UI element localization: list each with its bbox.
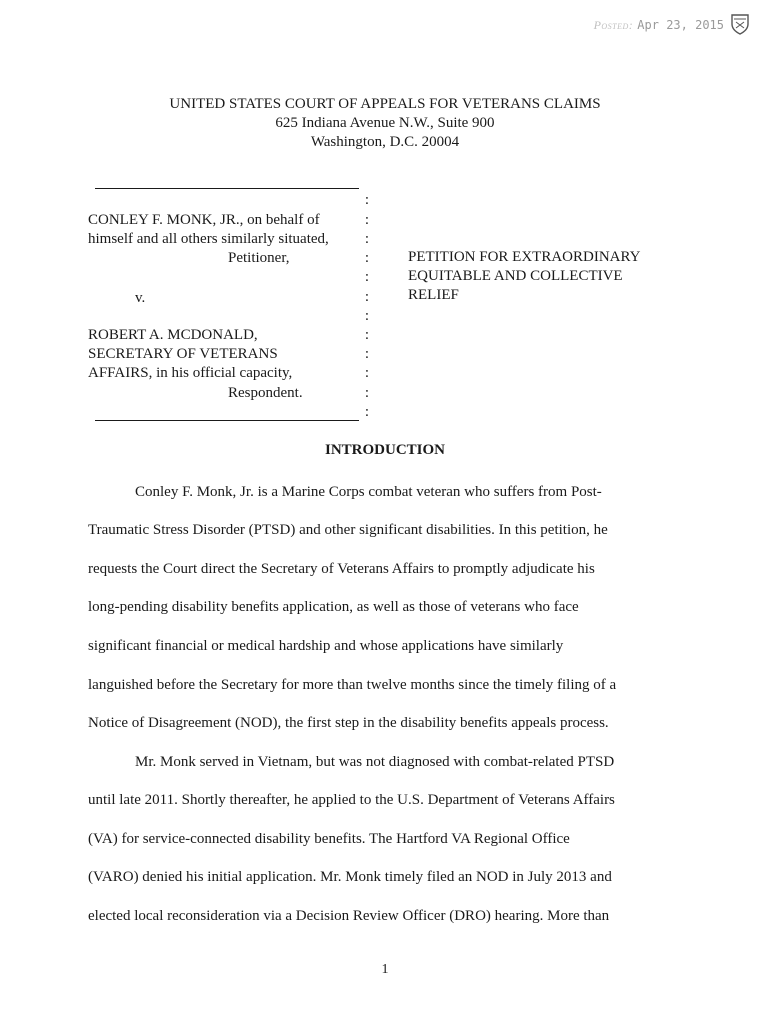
caption-bottom-rule — [95, 420, 359, 421]
petitioner-role: Petitioner, — [228, 250, 290, 266]
posted-label: Posted: — [593, 18, 634, 32]
caption-colon: : — [364, 269, 370, 285]
posted-stamp — [594, 18, 724, 33]
body-line: (VARO) denied his initial application. Mr. Monk timely filed an NOD in July 2013 and — [88, 869, 612, 885]
caption-colon: : — [364, 404, 370, 420]
petitioner-line2: himself and all others similarly situated, — [88, 231, 329, 247]
body-line: long-pending disability benefits application, as well as those of veterans who face — [88, 599, 579, 615]
caption-top-rule — [95, 188, 359, 189]
body-line: Notice of Disagreement (NOD), the first step in the disability benefits appeals process. — [88, 715, 609, 731]
body-line: requests the Court direct the Secretary of Veterans Affairs to promptly adjudicate his — [88, 561, 595, 577]
versus: v. — [135, 290, 146, 306]
caption-colon: : — [364, 365, 370, 381]
posted-date: Apr 23, 2015 — [637, 18, 724, 32]
caption-colon: : — [364, 231, 370, 247]
caption-colon: : — [364, 192, 370, 208]
court-address-line1: 625 Indiana Avenue N.W., Suite 900 — [275, 115, 495, 131]
court-seal-icon — [730, 13, 750, 35]
body-line: Traumatic Stress Disorder (PTSD) and other significant disabilities. In this petition, he — [88, 522, 608, 538]
body-line: Mr. Monk served in Vietnam, but was not diagnosed with combat-related PTSD — [135, 754, 615, 770]
body-line: until late 2011. Shortly thereafter, he applied to the U.S. Department of Veterans Affairs — [88, 792, 615, 808]
body-line: languished before the Secretary for more than twelve months since the timely filing of a — [88, 677, 617, 693]
caption-colon: : — [364, 385, 370, 401]
caption-colon: : — [364, 250, 370, 266]
body-line: elected local reconsideration via a Decision Review Officer (DRO) hearing. More than — [88, 908, 610, 924]
caption-colon: : — [364, 289, 370, 305]
court-address-line2: Washington, D.C. 20004 — [310, 134, 460, 150]
caption-colon: : — [364, 327, 370, 343]
respondent-line2: SECRETARY OF VETERANS — [88, 346, 278, 362]
document-title — [408, 248, 641, 305]
respondent-role: Respondent. — [228, 385, 303, 401]
court-name: UNITED STATES COURT OF APPEALS FOR VETERANS CLAIMS — [169, 96, 601, 112]
body-line: (VA) for service-connected disability benefits. The Hartford VA Regional Office — [88, 831, 570, 847]
respondent-line1: ROBERT A. MCDONALD, — [88, 327, 258, 343]
body-line: Conley F. Monk, Jr. is a Marine Corps combat veteran who suffers from Post- — [135, 484, 602, 500]
document-title-line: RELIEF — [408, 287, 459, 303]
caption-colon: : — [364, 308, 370, 324]
court-header — [0, 95, 770, 152]
page-number: 1 — [381, 962, 389, 977]
document-title-line: EQUITABLE AND COLLECTIVE — [408, 268, 623, 284]
caption-colon: : — [364, 346, 370, 362]
caption-colon: : — [364, 212, 370, 228]
document-title-line: PETITION FOR EXTRAORDINARY — [408, 249, 641, 265]
section-heading: INTRODUCTION — [324, 442, 445, 458]
petitioner-line1: CONLEY F. MONK, JR., on behalf of — [88, 212, 320, 228]
body-line: significant financial or medical hardship and whose applications have similarly — [88, 638, 564, 654]
respondent-line3: AFFAIRS, in his official capacity, — [88, 365, 293, 381]
